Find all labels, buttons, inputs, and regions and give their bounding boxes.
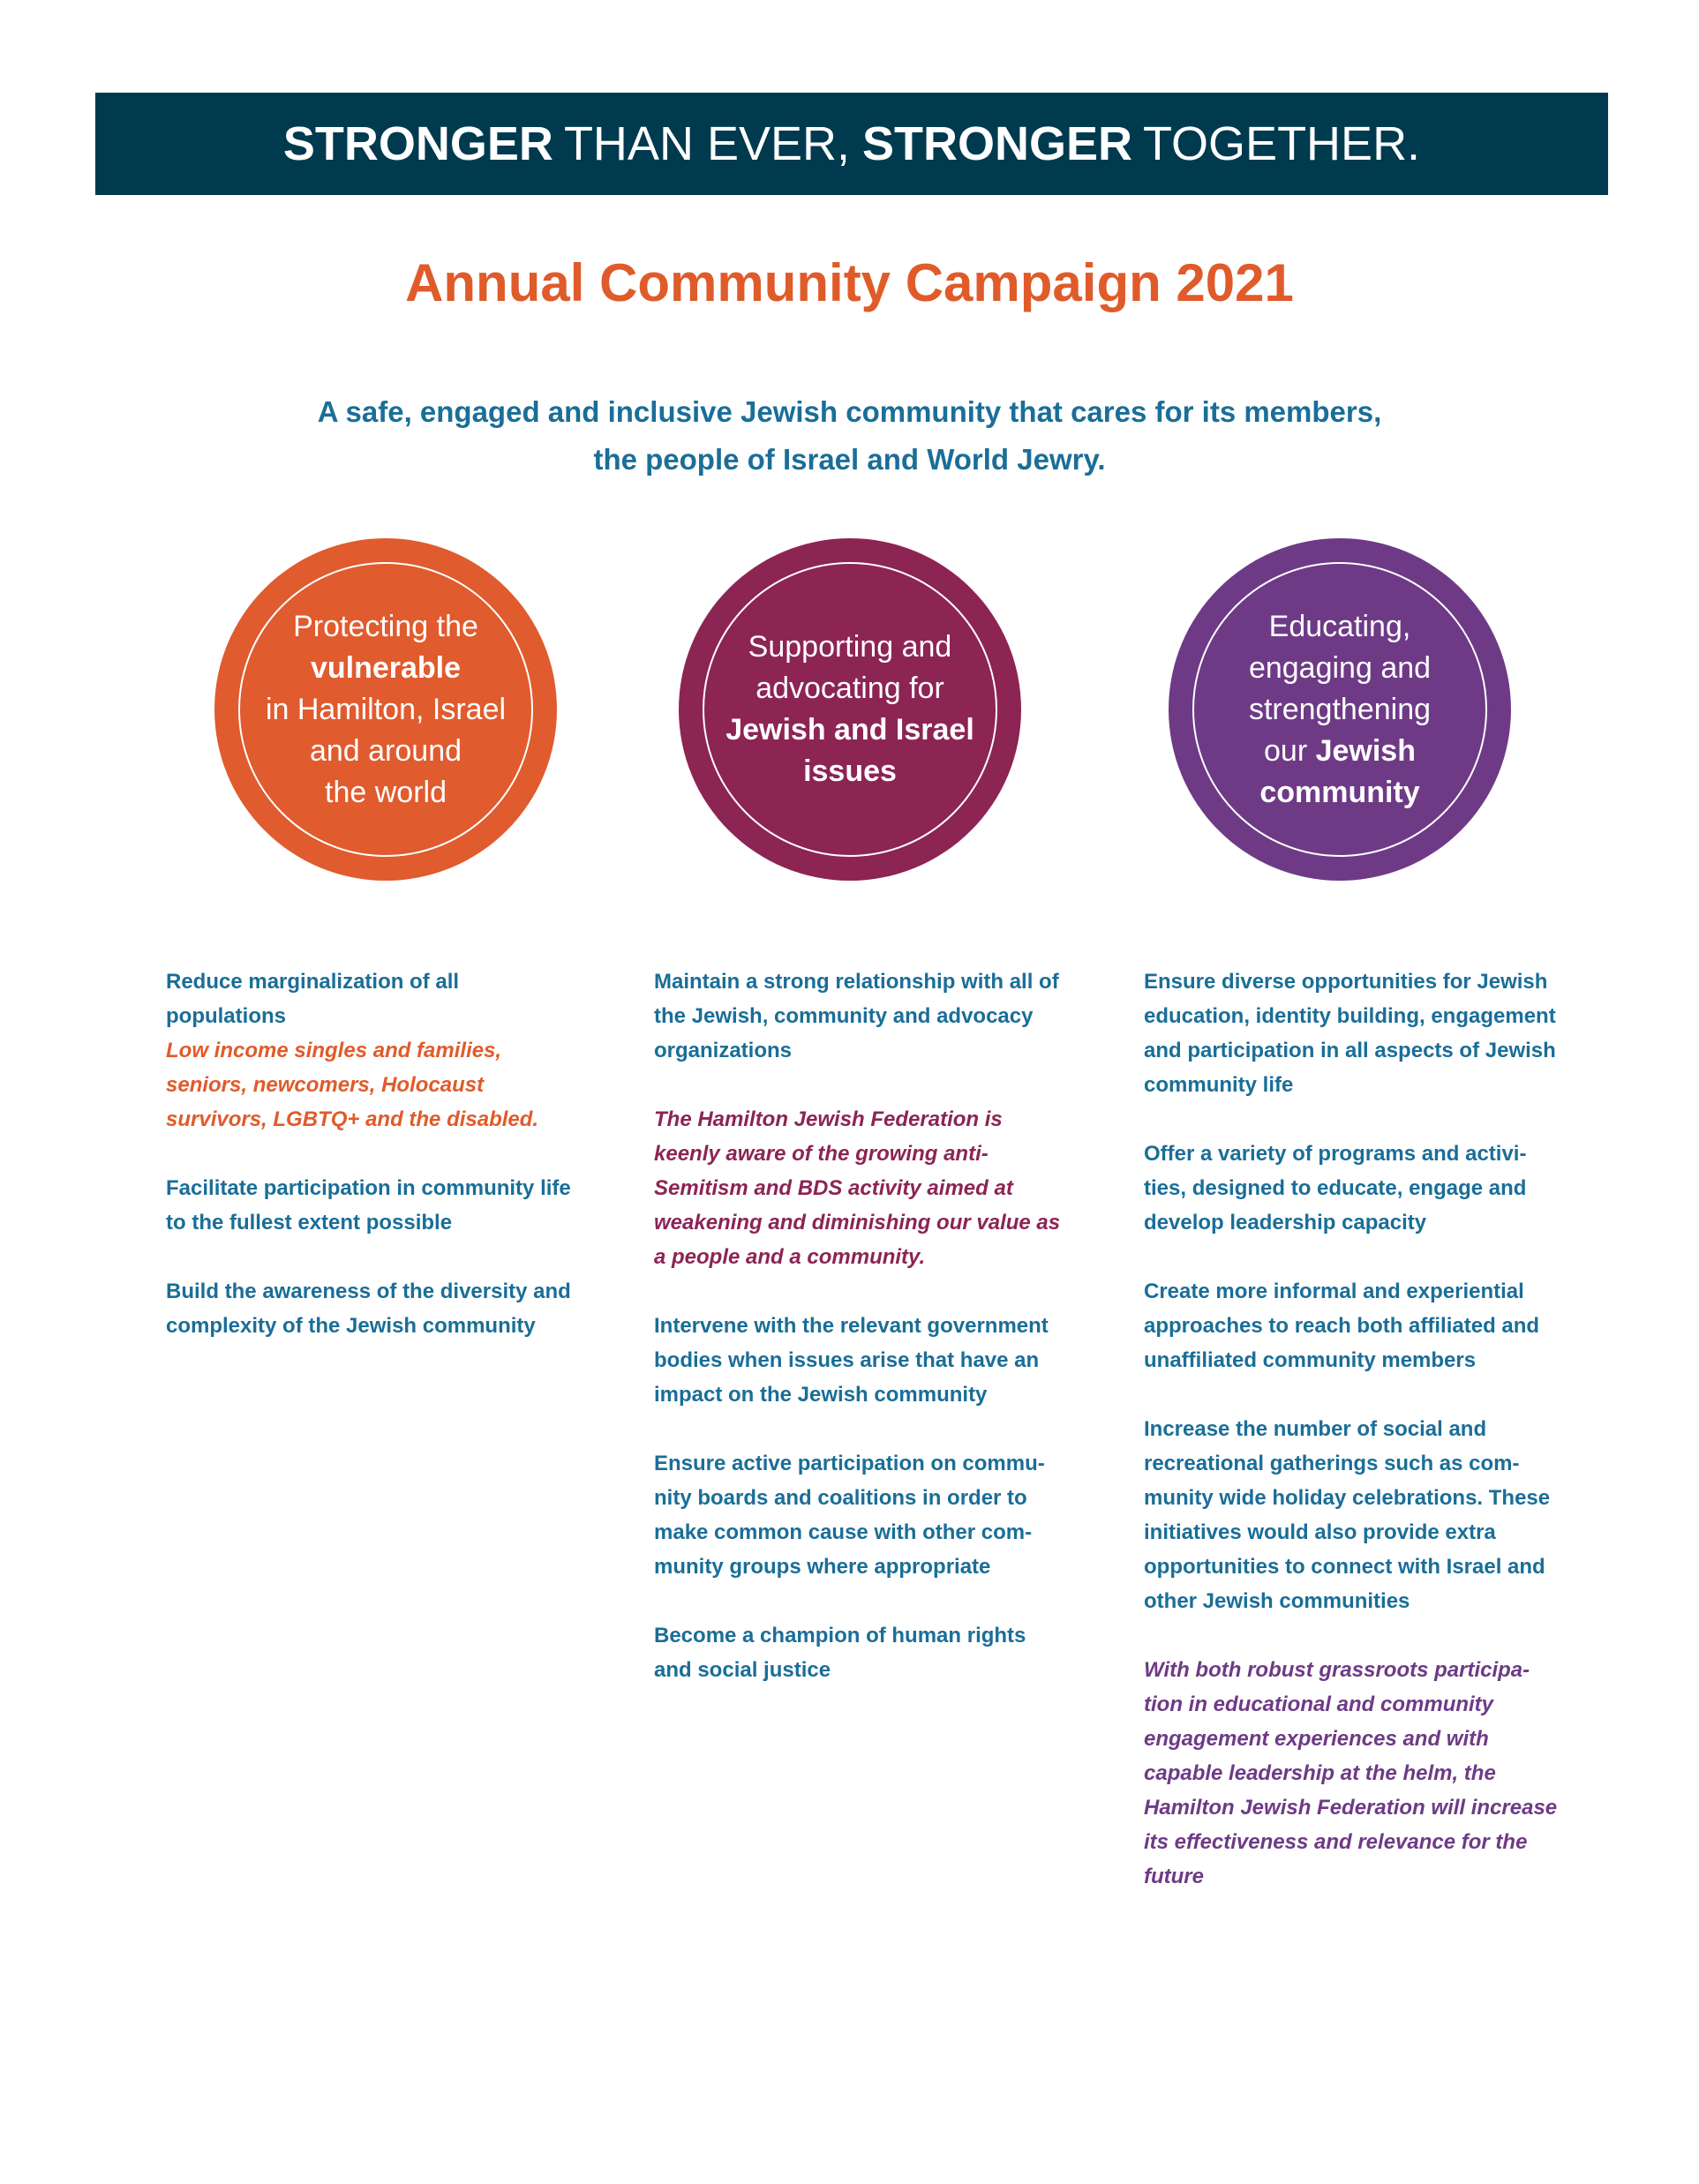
column-paragraph: Maintain a strong relationship with all of the Jewish, community and advocacy organizations [654,970,1059,1062]
header-banner [95,93,1608,195]
tagline-line-2: the people of Israel and World Jewry. [593,443,1106,476]
column-educating [1144,964,1559,1928]
circle-line: Protecting the [293,609,478,643]
column-supporting [654,964,1069,1722]
page-title: Annual Community Campaign 2021 [405,253,1294,312]
circle-line-bold: vulnerable [310,650,462,685]
circle-line: engaging and [1248,650,1432,685]
tagline-line-1: A safe, engaged and inclusive Jewish community that cares for its members, [317,395,1382,428]
mission-tagline [0,388,1699,484]
circle-line: Educating, [1268,609,1411,643]
circle-line-bold: issues [803,754,897,788]
pillar-circle-protecting [214,538,557,881]
banner-word-stronger-2: STRONGER [862,117,1133,170]
circle-word-bold: Jewish [1315,733,1416,768]
column-paragraph: Offer a variety of programs and activi-ties, designed to educate, engage and develop leadership capacity [1144,1142,1527,1235]
circle-line-bold: Jewish and Israel [725,713,974,747]
column-paragraph: Intervene with the relevant government bodies when issues arise that have an impact on the Jewish community [654,1314,1049,1407]
circle-line: in Hamilton, Israel [265,692,507,726]
column-paragraph-italic: The Hamilton Jewish Federation is keenly aware of the growing anti-Semitism and BDS activity aimed at weakening and diminishing our value as a people and a community. [654,1107,1061,1269]
column-paragraph [166,964,581,1137]
paragraph-italic: Low income singles and families, seniors, newcomers, Holocaust survivors, LGBTQ+ and the disabled. [166,1039,539,1131]
column-paragraph: Increase the number of social and recreational gatherings such as com-munity wide holiday celebrations. These initiatives would also provide extra opportunities to connect with Israel and other Jewish communities [1144,1417,1551,1613]
column-paragraph-italic: With both robust grassroots participa-tion in educational and community engagement experiences and with capable leadership at the helm, the Hamilton Jewish Federation will increase its effectiveness and relevance for the future [1144,1658,1558,1888]
column-paragraph: Ensure diverse opportunities for Jewish education, identity building, engagement and participation in all aspects of Jewish community life [1144,970,1556,1097]
circle-line: advocating for [756,672,944,705]
banner-word-stronger-1: STRONGER [282,117,553,170]
circle-line: Supporting and [748,630,952,664]
banner-text-than-ever: THAN EVER, [563,117,850,170]
circle-text [1169,538,1511,881]
column-paragraph: Create more informal and experiential approaches to reach both affiliated and unaffiliated community members [1144,1280,1540,1372]
circle-line-mixed [1264,731,1416,772]
circle-line: the world [325,775,447,809]
circle-line: and around [309,733,462,768]
circle-text [214,538,557,881]
column-paragraph: Ensure active participation on commu-nity boards and coalitions in order to make common cause with other com-munity groups where appropriate [654,1452,1045,1579]
banner-text-together: TOGETHER. [1143,117,1421,170]
circle-line: strengthening [1248,692,1432,726]
column-protecting [166,964,581,1377]
paragraph-text: Reduce marginalization of all populations [166,970,460,1028]
column-paragraph: Become a champion of human rights and social justice [654,1624,1026,1682]
pillar-circle-supporting [679,538,1021,881]
circle-text [679,538,1021,881]
pillar-circle-educating [1169,538,1511,881]
column-paragraph: Build the awareness of the diversity and complexity of the Jewish community [166,1280,571,1338]
circle-word: our [1264,733,1308,768]
circle-line-bold: community [1259,775,1420,809]
column-paragraph: Facilitate participation in community life to the fullest extent possible [166,1176,571,1235]
